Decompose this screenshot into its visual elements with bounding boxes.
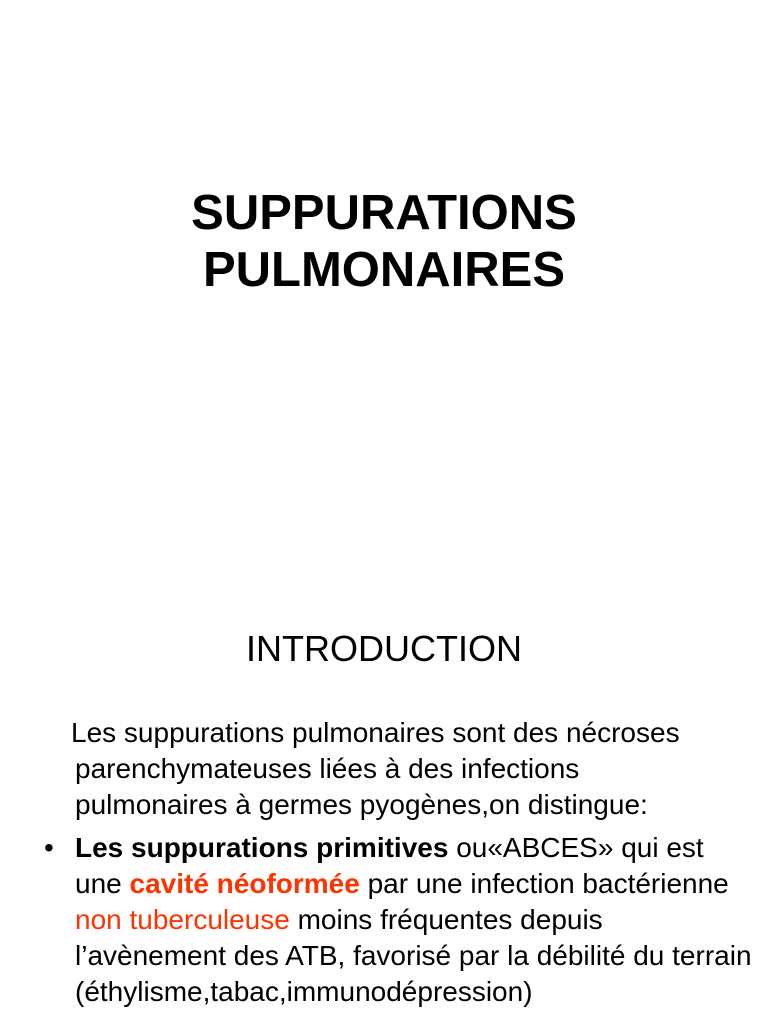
bullet-accent-2: non tuberculeuse <box>75 904 290 935</box>
bullet-text-2: par une infection bactérienne <box>359 868 729 899</box>
section-heading: INTRODUCTION <box>246 628 522 669</box>
bullet-paragraph <box>75 830 755 1010</box>
bullet-text-1: ou«ABCES» qui est une <box>75 832 704 899</box>
intro-paragraph <box>71 715 755 823</box>
intro-line-2: parenchymateuses liées à des infections <box>75 753 580 784</box>
slide-title <box>0 185 768 299</box>
intro-line-3: pulmonaires à germes pyogènes,on distingue: <box>75 789 648 820</box>
title-line-2: PULMONAIRES <box>202 243 566 297</box>
bullet-icon: • <box>44 832 54 863</box>
bullet-accent-1: cavité néoformée <box>129 868 360 899</box>
title-line-1: SUPPURATIONS <box>191 186 577 240</box>
intro-line-1: Les suppurations pulmonaires sont des nécroses <box>71 717 680 748</box>
bullet-text-3: moins fréquentes depuis l’avènement des ATB, favorisé par la débilité du terrain (éthylisme,tabac,immunodépression) <box>75 904 752 1007</box>
bullet-bold-lead: Les suppurations primitives <box>75 832 449 863</box>
